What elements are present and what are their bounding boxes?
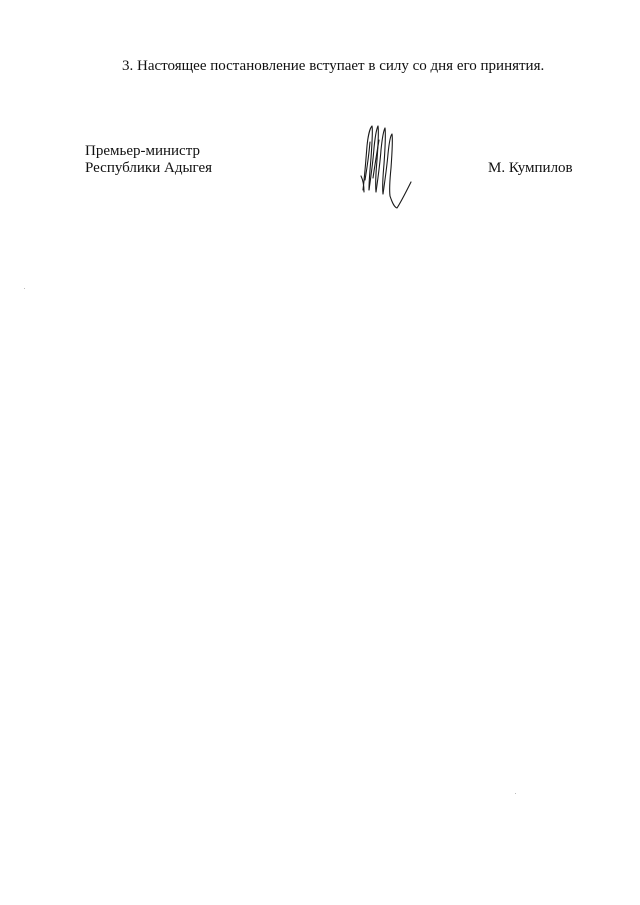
signature-icon [355, 118, 415, 213]
signatory-title [85, 143, 212, 177]
signatory-title-line-1: Премьер-министр [85, 143, 200, 159]
signatory-title-line-2: Республики Адыгея [85, 160, 213, 176]
paragraph-effective-date: 3. Настоящее постановление вступает в силу со дня его принятия. [122, 58, 545, 74]
scan-speck [515, 793, 516, 794]
signatory-name: М. Кумпилов [488, 160, 573, 176]
scan-speck [24, 288, 25, 289]
